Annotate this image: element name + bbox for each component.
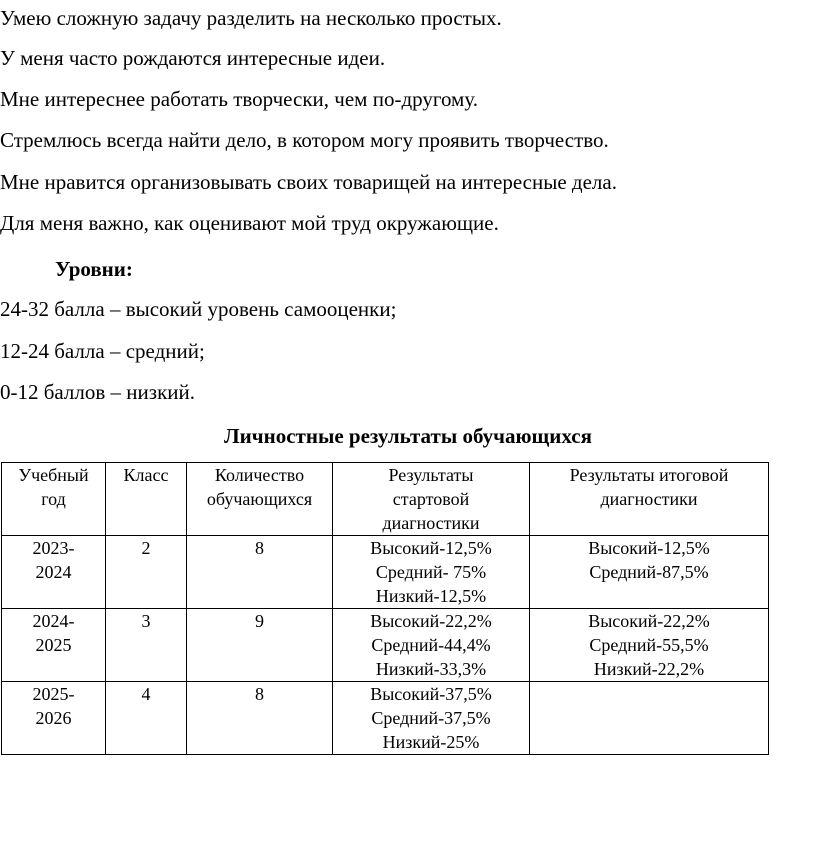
cell-final-line: Высокий-12,5% (588, 538, 710, 558)
cell-year-line: 2023- (32, 538, 75, 558)
cell-start-results (333, 536, 530, 609)
cell-start-line: Средний-44,4% (371, 635, 491, 655)
cell-start-results (333, 682, 530, 755)
cell-start-line: Средний-37,5% (371, 708, 491, 728)
cell-start-line: Низкий-33,3% (375, 659, 487, 679)
cell-final-line: Низкий-22,2% (593, 659, 705, 679)
cell-year-line: 2025 (35, 635, 72, 655)
cell-year-line: 2025- (32, 684, 75, 704)
cell-final-line: Высокий-22,2% (588, 611, 710, 631)
level-medium: 12-24 балла – средний; (0, 339, 205, 363)
table-header-row (2, 463, 769, 536)
header-final-results (530, 463, 769, 536)
statement-line-5: Мне нравится организовывать своих товарищей на интересные дела. (0, 170, 617, 194)
level-low: 0-12 баллов – низкий. (0, 380, 196, 404)
cell-final-results-empty (530, 682, 769, 755)
header-class (106, 463, 187, 536)
header-count-line: Количество (214, 465, 305, 485)
header-final-line: диагностики (600, 489, 698, 509)
header-start-line: Результаты (388, 465, 474, 485)
header-count (187, 463, 333, 536)
results-table (1, 462, 769, 755)
level-high: 24-32 балла – высокий уровень самооценки; (0, 297, 397, 321)
cell-start-line: Высокий-12,5% (370, 538, 492, 558)
header-start-line: диагностики (382, 513, 480, 533)
cell-year-line: 2024 (35, 562, 72, 582)
cell-count: 9 (187, 609, 333, 682)
cell-final-results (530, 609, 769, 682)
cell-final-line: Средний-87,5% (589, 562, 709, 582)
cell-start-line: Высокий-37,5% (370, 684, 492, 704)
table-row (2, 682, 769, 755)
cell-final-results (530, 536, 769, 609)
cell-start-line: Средний- 75% (375, 562, 487, 582)
cell-class: 4 (106, 682, 187, 755)
cell-year (2, 536, 106, 609)
statement-line-4: Стремлюсь всегда найти дело, в котором могу проявить творчество. (0, 128, 609, 152)
header-year-line: Учебный (18, 465, 89, 485)
statement-line-1: Умею сложную задачу разделить на несколько простых. (0, 6, 502, 30)
cell-start-line: Высокий-22,2% (370, 611, 492, 631)
header-year (2, 463, 106, 536)
header-year-line: год (41, 489, 66, 509)
cell-year (2, 609, 106, 682)
cell-class: 3 (106, 609, 187, 682)
cell-start-results (333, 609, 530, 682)
cell-count: 8 (187, 536, 333, 609)
header-start-results (333, 463, 530, 536)
table-row (2, 609, 769, 682)
cell-year-line: 2026 (35, 708, 72, 728)
statement-line-3: Мне интереснее работать творчески, чем по-другому. (0, 87, 478, 111)
cell-count: 8 (187, 682, 333, 755)
cell-year (2, 682, 106, 755)
cell-final-line: Средний-55,5% (589, 635, 709, 655)
header-class-line: Класс (123, 465, 169, 485)
cell-class: 2 (106, 536, 187, 609)
statement-line-6: Для меня важно, как оценивают мой труд окружающие. (0, 211, 499, 235)
header-final-line: Результаты итоговой (569, 465, 729, 485)
cell-start-line: Низкий-12,5% (375, 586, 487, 606)
cell-year-line: 2024- (32, 611, 75, 631)
statement-line-2: У меня часто рождаются интересные идеи. (0, 46, 386, 70)
header-count-line: обучающихся (206, 489, 313, 509)
header-start-line: стартовой (392, 489, 470, 509)
levels-heading: Уровни: (55, 257, 133, 281)
cell-start-line: Низкий-25% (382, 732, 480, 752)
table-row (2, 536, 769, 609)
table-title: Личностные результаты обучающихся (224, 424, 592, 448)
